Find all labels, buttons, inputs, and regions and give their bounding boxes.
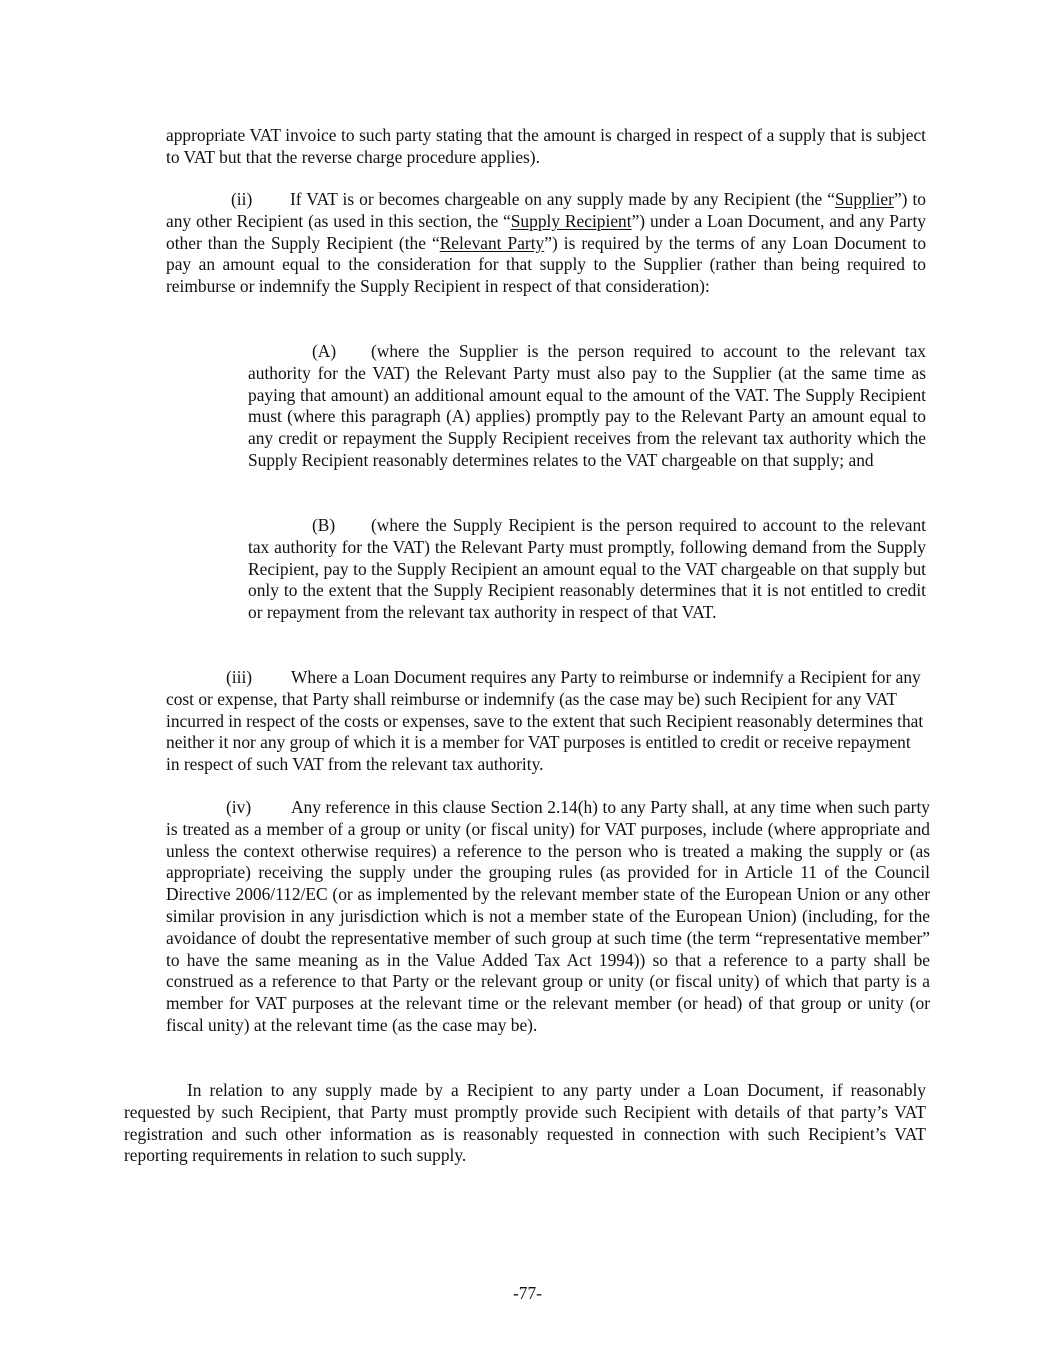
paragraph-continuation — [166, 125, 926, 169]
paragraph-text: appropriate VAT invoice to such party stating that the amount is charged in respect of a supply that is subject to VAT but that the reverse charge procedure applies). — [166, 125, 926, 167]
paragraph-number: (iv) — [226, 797, 252, 817]
paragraph-ii — [166, 189, 926, 298]
paragraph-number: (B) — [312, 515, 336, 535]
paragraph-text: ”) is required by the terms of any Loan Document to pay an amount equal to the consideration for that supply to the Supplier (rather than being required to reimburse or indemnify the Supply Recipient in respect of that consideration): — [166, 232, 927, 297]
paragraph-iii — [166, 667, 926, 776]
paragraph-number: (ii) — [231, 189, 253, 209]
subparagraph-a — [248, 341, 926, 472]
paragraph-iv — [166, 797, 930, 1037]
paragraph-text: (where the Supply Recipient is the person required to account to the relevant tax authority for the VAT) the Relevant Party must promptly, following demand from the Supply Recipient, pay to the Supply Recipient an amount equal to the VAT chargeable on that supply but only to the extent that the Supply Recipient reasonably determines that it is not entitled to credit or repayment from the relevant tax authority in respect of that VAT. — [248, 515, 926, 623]
page-number: -77- — [513, 1283, 542, 1303]
paragraph-text: If VAT is or becomes chargeable on any supply made by any Recipient (the “ — [290, 189, 836, 209]
paragraph-text: In relation to any supply made by a Recipient to any party under a Loan Document, if reasonably requested by such Recipient, that Party must promptly provide such Recipient with details of that party’s VAT registration and such other information as is reasonably requested in connection with such Recipient’s VAT reporting requirements in relation to such supply. — [124, 1080, 926, 1166]
defined-term-supply-recipient: Supply Recipient — [510, 210, 632, 231]
paragraph-text: ”) to any other Recipient (as used in this section, the “ — [166, 189, 926, 231]
paragraph-text: Where a Loan Document requires any Party to reimburse or indemnify a Recipient for any cost or expense, that Party shall reimburse or indemnify (as the case may be) such Recipient for any VAT incurred in respect of the costs or expenses, save to the extent that such Recipient reasonably determines that neither it nor any group of which it is a member for VAT purposes is entitled to credit or receive repayment in respect of such VAT from the relevant tax authority. — [166, 667, 924, 775]
subparagraph-b — [248, 515, 926, 624]
defined-term-supplier: Supplier — [835, 189, 894, 209]
paragraph-number: (A) — [312, 341, 337, 361]
paragraph-text: (where the Supplier is the person required to account to the relevant tax authority for the VAT) the Relevant Party must also pay to the Supplier (at the same time as paying that amount) an additional amount equal to the amount of the VAT. The Supply Recipient must (where this paragraph (A) applies) promptly pay to the Relevant Party an amount equal to any credit or repayment the Supply Recipient receives from the relevant tax authority which the Supply Recipient reasonably determines relates to the VAT chargeable on that supply; and — [248, 341, 926, 470]
defined-term-relevant-party: Relevant Party — [439, 232, 545, 253]
paragraph-number: (iii) — [226, 667, 253, 687]
paragraph-text: ”) under a Loan Document, and any Party other than the Supply Recipient (the “ — [166, 210, 926, 253]
paragraph-text: Any reference in this clause Section 2.14(h) to any Party shall, at any time when such party is treated as a member of a group or unity (or fiscal unity) for VAT purposes, include (where appropriate and unless the context otherwise requires) a reference to the person who is treated a making the supply or (as appropriate) receiving the supply under the grouping rules (as provided for in Article 11 of the Council Directive 2006/112/EC (or as implemented by the relevant member state of the European Union or any other similar provision in any jurisdiction which is not a member state of the European Union) (including, for the avoidance of doubt the representative member of such group at such time (the term “representative member” to have the same meaning as in the Value Added Tax Act 1994)) so that a reference to a party shall be construed as a reference to that Party or the relevant group or unity (or fiscal unity) of which that party is a member for VAT purposes at the relevant time or the relevant member (or head) of that group or unity (or fiscal unity) at the relevant time (as the case may be). — [166, 797, 930, 1035]
paragraph-closing — [124, 1080, 926, 1167]
